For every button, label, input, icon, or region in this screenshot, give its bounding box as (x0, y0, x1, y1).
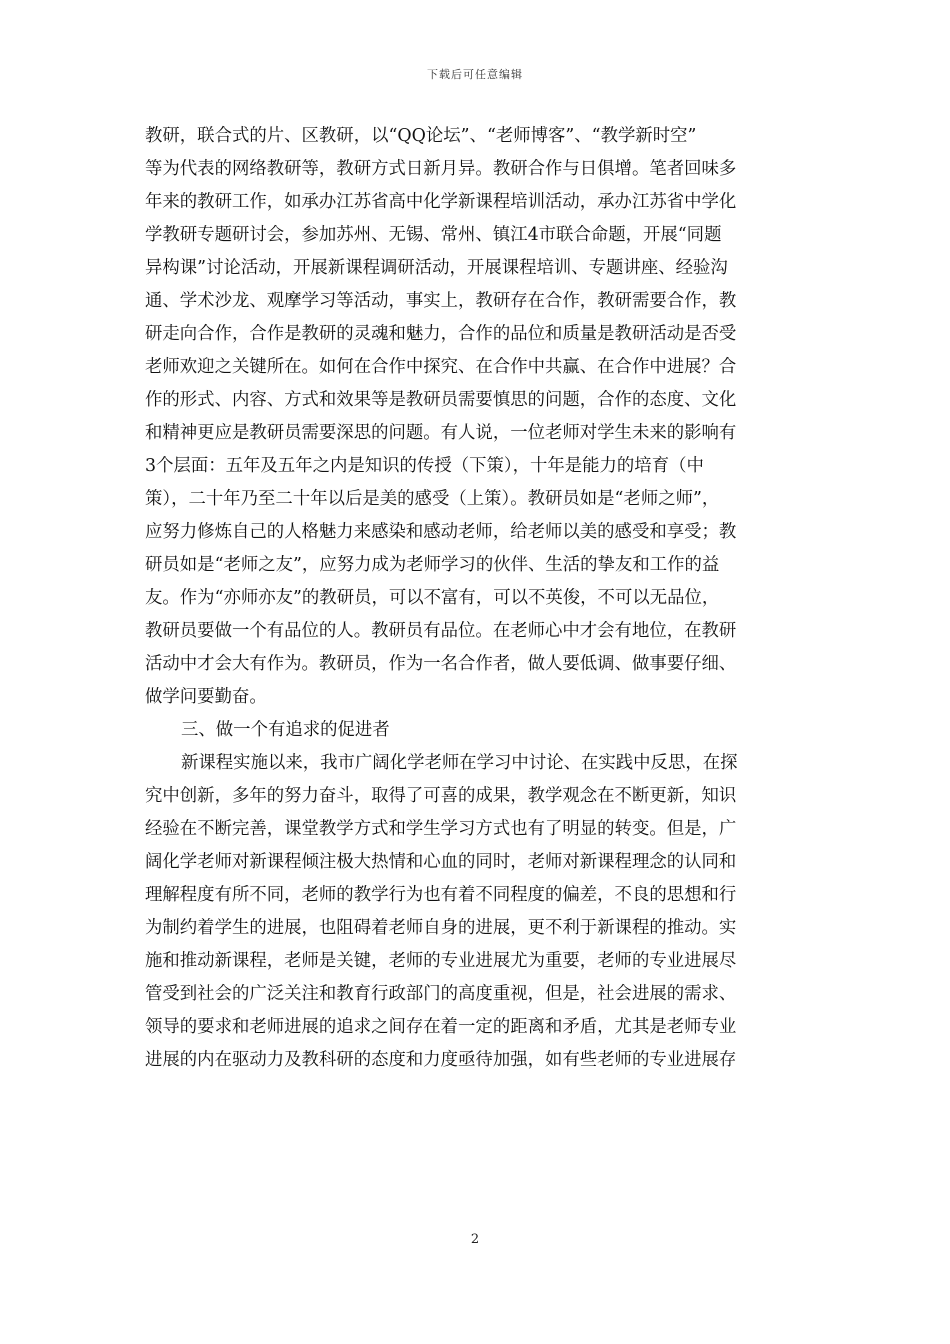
text-line: 异构课”讨论活动，开展新课程调研活动，开展课程培训、专题讲座、经验沟 (145, 258, 728, 278)
page-number: 2 (470, 1232, 480, 1247)
document-body (145, 120, 810, 1077)
text-line: 学教研专题研讨会，参加苏州、无锡、常州、镇江4市联合命题，开展“同题 (145, 225, 722, 245)
text-line: 年来的教研工作，如承办江苏省高中化学新课程培训活动，承办江苏省中学化 (145, 192, 737, 212)
text-line: 新课程实施以来，我市广阔化学老师在学习中讨论、在实践中反思，在探 (181, 753, 738, 773)
text-line: 活动中才会大有作为。教研员，作为一名合作者，做人要低调、做事要仔细、 (145, 654, 737, 674)
text-line: 教研，联合式的片、区教研，以“QQ论坛”、“老师博客”、“教学新时空” (145, 126, 697, 146)
text-line: 应努力修炼自己的人格魅力来感染和感动老师，给老师以美的感受和享受；教 (145, 522, 737, 542)
text-line: 研走向合作，合作是教研的灵魂和魅力，合作的品位和质量是教研活动是否受 (145, 324, 737, 344)
text-line: 经验在不断完善，课堂教学方式和学生学习方式也有了明显的转变。但是，广 (145, 819, 737, 839)
text-line: 理解程度有所不同，老师的教学行为也有着不同程度的偏差，不良的思想和行 (145, 885, 737, 905)
text-line: 3个层面：五年及五年之内是知识的传授（下策），十年是能力的培育（中 (145, 456, 704, 476)
text-line: 施和推动新课程，老师是关键，老师的专业进展尤为重要，老师的专业进展尽 (145, 951, 737, 971)
text-line: 作的形式、内容、方式和效果等是教研员需要慎思的问题，合作的态度、文化 (145, 390, 737, 410)
text-line: 领导的要求和老师进展的追求之间存在着一定的距离和矛盾，尤其是老师专业 (145, 1017, 737, 1037)
text-line: 老师欢迎之关键所在。如何在合作中探究、在合作中共赢、在合作中进展？合 (145, 357, 737, 377)
text-line: 阔化学老师对新课程倾注极大热情和心血的同时，老师对新课程理念的认同和 (145, 852, 737, 872)
page-header: 下载后可任意编辑 (427, 68, 523, 81)
text-line: 三、做一个有追求的促进者 (181, 720, 390, 740)
text-line: 为制约着学生的进展，也阻碍着老师自身的进展，更不利于新课程的推动。实 (145, 918, 737, 938)
text-line: 研员如是“老师之友”，应努力成为老师学习的伙伴、生活的挚友和工作的益 (145, 555, 720, 575)
text-line: 友。作为“亦师亦友”的教研员，可以不富有，可以不英俊，不可以无品位， (145, 588, 720, 608)
text-line: 等为代表的网络教研等，教研方式日新月异。教研合作与日俱增。笔者回味多 (145, 159, 737, 179)
text-line: 做学问要勤奋。 (145, 687, 267, 707)
text-line: 进展的内在驱动力及教科研的态度和力度亟待加强，如有些老师的专业进展存 (145, 1050, 737, 1070)
text-line: 通、学术沙龙、观摩学习等活动，事实上，教研存在合作，教研需要合作，教 (145, 291, 737, 311)
text-line: 教研员要做一个有品位的人。教研员有品位。在老师心中才会有地位，在教研 (145, 621, 737, 641)
text-line: 管受到社会的广泛关注和教育行政部门的高度重视，但是，社会进展的需求、 (145, 984, 737, 1004)
text-line: 策），二十年乃至二十年以后是美的感受（上策）。教研员如是“老师之师”， (145, 489, 720, 509)
text-line: 究中创新，多年的努力奋斗，取得了可喜的成果，教学观念在不断更新，知识 (145, 786, 737, 806)
text-line: 和精神更应是教研员需要深思的问题。有人说，一位老师对学生未来的影响有 (145, 423, 737, 443)
